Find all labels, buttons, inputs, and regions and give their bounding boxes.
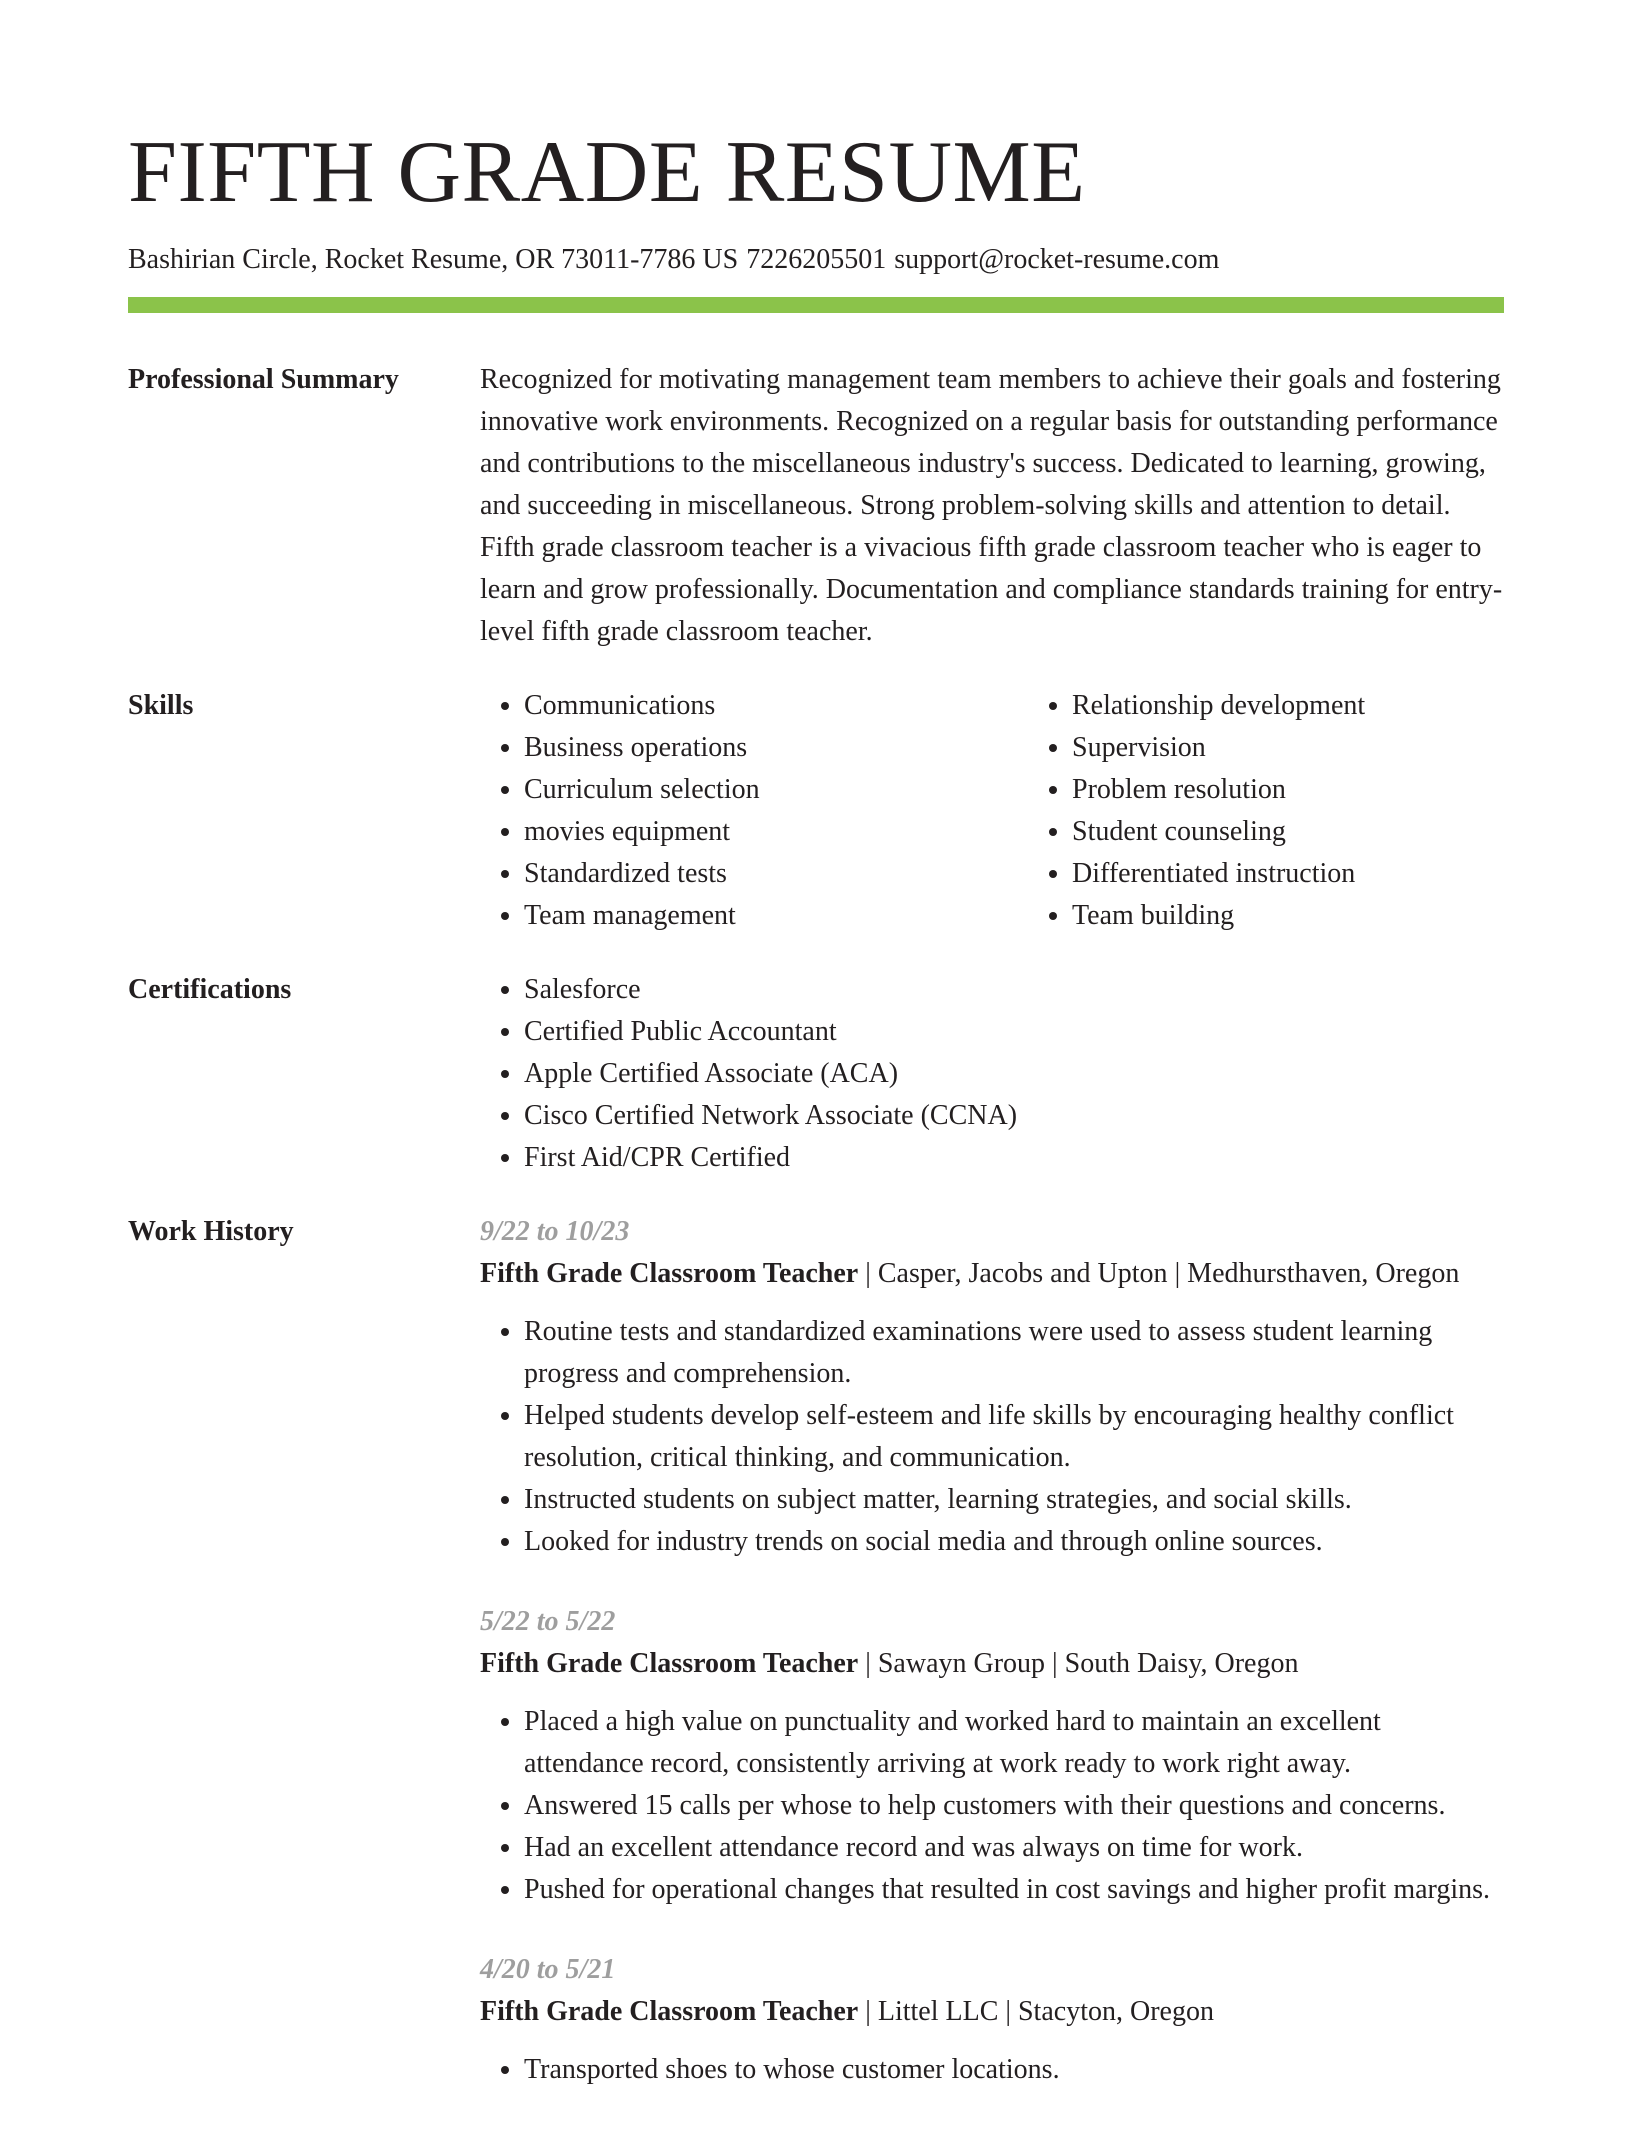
job-separator: | <box>1052 1648 1058 1679</box>
skills-heading: Skills <box>128 690 194 721</box>
job-bullet: • Answered 15 calls per whose to help customers with their questions and concerns. <box>524 1785 1504 1827</box>
certification-item: • First Aid/CPR Certified <box>524 1137 1504 1179</box>
job-separator: | <box>865 1648 871 1679</box>
job-separator: | <box>865 1258 871 1289</box>
job-bullets <box>480 1701 1504 1911</box>
skills-list-left <box>480 685 984 937</box>
job-bullet: • Looked for industry trends on social media and through online sources. <box>524 1521 1504 1563</box>
work-history-section <box>128 1211 1504 2129</box>
job-dates: 5/22 to 5/22 <box>480 1606 616 1637</box>
skill-item: • Student counseling <box>1072 811 1592 853</box>
job-location: Stacyton, Oregon <box>1017 1996 1214 2027</box>
summary-section <box>128 359 1504 653</box>
job-company: Casper, Jacobs and Upton <box>877 1258 1168 1289</box>
certification-item: • Salesforce <box>524 969 1504 1011</box>
skills-list-right <box>1028 685 1592 937</box>
job-entry <box>480 1949 1504 2091</box>
job-title: Fifth Grade Classroom Teacher <box>480 1258 859 1289</box>
job-company: Littel LLC <box>877 1996 999 2027</box>
resume-page <box>128 0 1504 2129</box>
job-entry <box>480 1211 1504 1563</box>
certification-item: • Certified Public Accountant <box>524 1011 1504 1053</box>
header-divider <box>128 297 1504 313</box>
job-separator: | <box>1174 1258 1181 1289</box>
skills-body <box>480 685 1504 937</box>
job-title: Fifth Grade Classroom Teacher <box>480 1648 859 1679</box>
skill-item: • Relationship development <box>1072 685 1592 727</box>
certifications-heading: Certifications <box>128 974 292 1005</box>
work-history-body <box>480 1211 1504 2129</box>
skills-section <box>128 685 1504 937</box>
certification-item: • Cisco Certified Network Associate (CCNA) <box>524 1095 1504 1137</box>
job-dates: 4/20 to 5/21 <box>480 1954 616 1985</box>
job-title-line <box>480 1643 1504 1685</box>
skill-item: • Supervision <box>1072 727 1592 769</box>
job-bullets <box>480 2049 1504 2091</box>
certifications-section <box>128 969 1504 1179</box>
contact-line <box>128 240 1504 280</box>
work-history-heading: Work History <box>128 1216 294 1247</box>
job-bullet: • Routine tests and standardized examinations were used to assess student learning progress and comprehension. <box>524 1311 1504 1395</box>
job-separator: | <box>865 1996 871 2027</box>
job-bullet: • Helped students develop self-esteem and life skills by encouraging healthy conflict resolution, critical thinking, and communication. <box>524 1395 1504 1479</box>
job-title: Fifth Grade Classroom Teacher <box>480 1996 859 2027</box>
certifications-body <box>480 969 1504 1179</box>
summary-body <box>480 359 1504 653</box>
job-bullet: • Pushed for operational changes that resulted in cost savings and higher profit margins. <box>524 1869 1504 1911</box>
job-bullet: • Instructed students on subject matter, learning strategies, and social skills. <box>524 1479 1504 1521</box>
job-bullets <box>480 1311 1504 1563</box>
job-bullet: • Placed a high value on punctuality and worked hard to maintain an excellent attendance record, consistently arriving at work ready to work right away. <box>524 1701 1504 1785</box>
job-location: South Daisy, Oregon <box>1064 1648 1299 1679</box>
job-bullet: • Transported shoes to whose customer locations. <box>524 2049 1504 2091</box>
certifications-list <box>480 969 1504 1179</box>
skill-item: • Standardized tests <box>524 853 984 895</box>
skill-item: • Differentiated instruction <box>1072 853 1592 895</box>
skill-item: • Curriculum selection <box>524 769 984 811</box>
skill-item: • movies equipment <box>524 811 984 853</box>
summary-heading: Professional Summary <box>128 364 399 395</box>
job-title-line <box>480 1991 1504 2033</box>
job-title-line <box>480 1253 1504 1295</box>
contact-email: support@rocket-resume.com <box>894 244 1220 275</box>
certification-item: • Apple Certified Associate (ACA) <box>524 1053 1504 1095</box>
job-separator: | <box>1005 1996 1011 2027</box>
job-dates: 9/22 to 10/23 <box>480 1216 630 1247</box>
job-entry <box>480 1601 1504 1911</box>
resume-title: FIFTH GRADE RESUME <box>128 124 1086 221</box>
job-bullet: • Had an excellent attendance record and was always on time for work. <box>524 1827 1504 1869</box>
job-company: Sawayn Group <box>877 1648 1046 1679</box>
summary-text: Recognized for motivating management team members to achieve their goals and fostering innovative work environments. Recognized on a regular basis for outstanding performance and contributions to the miscellaneous industry's success. Dedicated to learning, growing, and succeeding in miscellaneous. Strong problem-solving skills and attention to detail. Fifth grade classroom teacher is a vivacious fifth grade classroom teacher who is eager to learn and grow professionally. Documentation and compliance standards training for entry-level fifth grade classroom teacher. <box>480 364 1503 647</box>
job-location: Medhursthaven, Oregon <box>1187 1258 1460 1289</box>
skill-item: • Business operations <box>524 727 984 769</box>
contact-address: Bashirian Circle, Rocket Resume, OR 73011-7786 US <box>128 244 739 275</box>
contact-phone: 7226205501 <box>746 244 887 275</box>
skill-item: • Problem resolution <box>1072 769 1592 811</box>
skill-item: • Communications <box>524 685 984 727</box>
skill-item: • Team building <box>1072 895 1592 937</box>
skill-item: • Team management <box>524 895 984 937</box>
